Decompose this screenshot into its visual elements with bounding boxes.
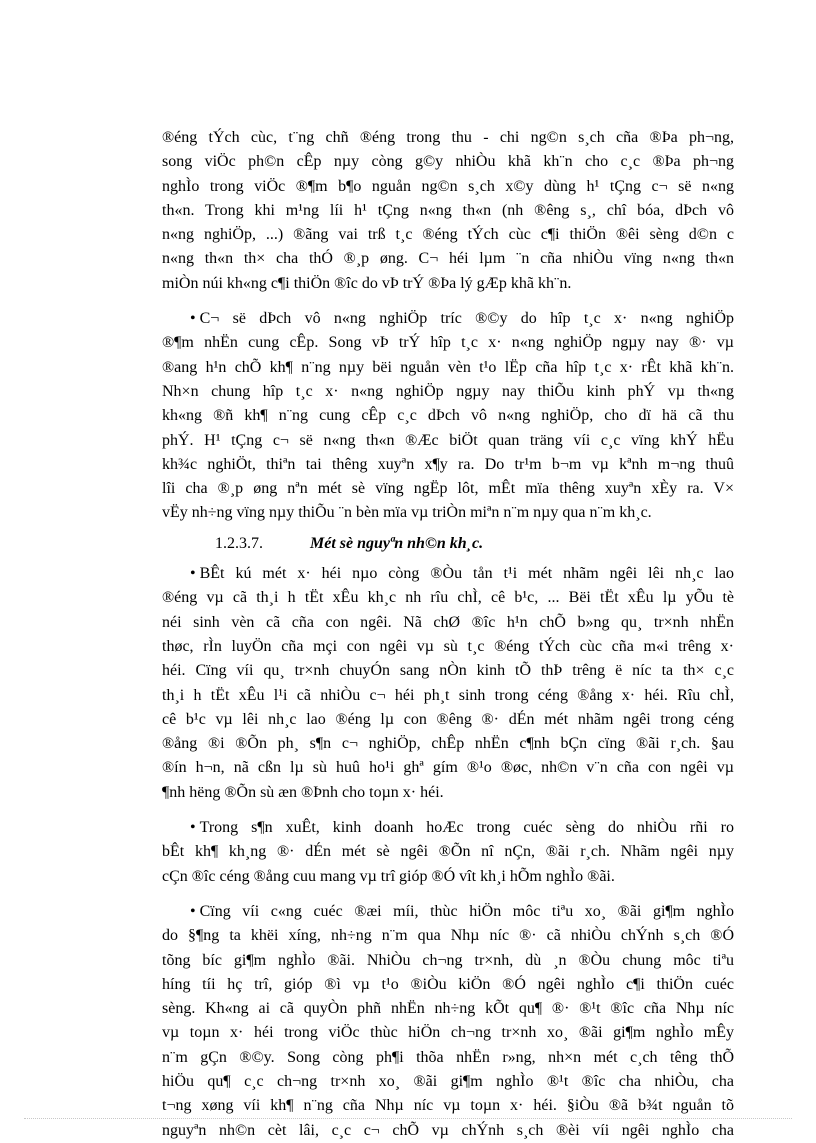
text-line: bÊt kh¶ kh¸ng ®· dÉn mét sè ngêi ®Õn nî nÇn, ®ãi r¸ch. Nhãm ngêi nµy <box>162 843 734 861</box>
text-line: hiÖu qu¶ c¸c ch¬ng tr×nh xo¸ ®ãi gi¶m nghÌo ®¹t ®îc cha nhiÒu, cha <box>162 1072 734 1090</box>
text-line: tõng bíc gi¶m nghÌo ®ãi. NhiÒu ch¬ng tr×nh, dù ¸n ®Òu chung môc tiªu <box>162 951 734 969</box>
bullet-line: • Cïng víi c«ng cuéc ®æi míi, thùc hiÖn môc tiªu xo¸ ®ãi gi¶m nghÌo <box>162 900 734 924</box>
section-heading <box>162 532 734 556</box>
bullet-icon: • <box>190 565 200 583</box>
text-line: ®éng vµ cã th¸i h tËt xÊu kh¸c nh rîu chÌ, cê b¹c, ... Bëi tËt xÊu lµ yÕu tè <box>162 589 734 607</box>
bullet-icon: • <box>190 902 200 920</box>
text-line: héi. Cïng víi qu¸ tr×nh chuyÓn sang nÒn kinh tÕ thÞ trêng ë níc ta th× c¸c <box>162 662 734 680</box>
paragraph-3 <box>162 562 734 805</box>
text-line: nguyªn nh©n cèt lâi, c¸c c¬ chÕ vµ chÝnh s¸ch ®èi víi ngêi nghÌo cha <box>162 1121 734 1139</box>
text-line: n«ng nghiÖp, ...) ®ãng vai trß t¸c ®éng tÝch cùc c¶i thiÖn ®êi sèng d©n c <box>162 226 734 244</box>
bullet-line: • Trong s¶n xuÊt, kinh doanh hoÆc trong cuéc sèng do nhiÒu rñi ro <box>162 816 734 840</box>
section-number: 1.2.3.7. <box>215 534 263 552</box>
text-line: kh¾c nghiÖt, thiªn tai thêng xuyªn x¶y ra. Do tr¹m b¬m vµ kªnh m¬ng thuû <box>162 455 734 473</box>
paragraph-5 <box>162 900 734 1143</box>
paragraph-1 <box>162 126 734 296</box>
text-line: th¸i h tËt xÊu l¹i cã nhiÒu c¬ héi ph¸t sinh trong céng ®ång x· héi. Rîu chÌ, <box>162 686 734 704</box>
bullet-icon: • <box>190 819 200 837</box>
paragraph-4 <box>162 816 734 889</box>
text-line: nghÌo trong viÖc ®¶m b¶o nguån ng©n s¸ch x©y dùng h¹ tÇng c¬ së n«ng <box>162 177 734 195</box>
text-line: n¨m gÇn ®©y. Song còng ph¶i thõa nhËn r»ng, nh×n mét c¸ch têng thÕ <box>162 1048 734 1066</box>
text-line: sèng. Kh«ng ai cã quyÒn phñ nhËn nh÷ng kÕt qu¶ ®· ®¹t ®îc cña Nhµ níc <box>162 1000 734 1018</box>
text-line: Nh×n chung hîp t¸c x· n«ng nghiÖp ngµy nay thiÕu kinh phÝ vµ th«ng <box>162 382 734 400</box>
text-line: th«n. Trong khi m¹ng líi h¹ tÇng n«ng th«n (nh ®êng s¸, chî bóa, dÞch vô <box>162 201 734 219</box>
page-bottom-divider <box>24 1118 792 1119</box>
text-line: ®¶m nhËn cung cÊp. Song vÞ trÝ hîp t¸c x· n«ng nghiÖp ngµy nay ®· vµ <box>162 334 734 352</box>
text-line: song viÖc ph©n cÊp nµy còng g©y nhiÒu khã kh¨n cho c¸c ®Þa ph¬ng <box>162 153 734 171</box>
text-line: kh«ng ®ñ kh¶ n¨ng cung cÊp c¸c dÞch vô n«ng nghiÖp, cho dï hä cã thu <box>162 407 734 425</box>
text-line: ®ín h¬n, nã cßn lµ sù huû ho¹i ghª gím ®¹o ®øc, nh©n v¨n cña con ngêi vµ <box>162 759 734 777</box>
text-line: néi sinh vèn cã cña con ngêi. Nã chØ ®îc h¹n chÕ b»ng qu¸ tr×nh nhËn <box>162 613 734 631</box>
text-line: ¶nh hëng ®Õn sù æn ®Þnh cho toµn x· héi. <box>162 783 444 801</box>
section-title: Mét sè nguyªn nh©n kh¸c. <box>310 534 484 552</box>
bullet-line: • BÊt kú mét x· héi nµo còng ®Òu tån t¹i mét nhãm ngêi lêi nh¸c lao <box>162 562 734 586</box>
text-line: lîi cha ®¸p øng nªn mét sè vïng ngËp lôt, mÊt mïa thêng xuyªn xÈy ra. V× <box>162 480 734 498</box>
text-line: ®ang h¹n chÕ kh¶ n¨ng nµy bëi nguån vèn t¹o lËp cña hîp t¸c x· rÊt khã kh¨n. <box>162 358 734 376</box>
bullet-line: • C¬ së dÞch vô n«ng nghiÖp tríc ®©y do hîp t¸c x· n«ng nghiÖp <box>162 307 734 331</box>
text-line: cê b¹c vµ lêi nh¸c lao ®éng lµ con ®êng ®· dÉn mét nhãm ngêi trong céng <box>162 710 734 728</box>
text-line: cÇn ®îc céng ®ång cuu mang vµ trî gióp ®Ó vît kh¸i hÕm nghÌo ®ãi. <box>162 867 615 885</box>
text-line: miÒn núi kh«ng c¶i thiÖn ®îc do vÞ trÝ ®Þa lý gÆp khã kh¨n. <box>162 274 572 292</box>
text-line: do §¶ng ta khëi xíng, nh÷ng n¨m qua Nhµ níc ®· cã nhiÒu chÝnh s¸ch ®Ó <box>162 927 734 945</box>
text-line: phÝ. H¹ tÇng c¬ së n«ng th«n ®Æc biÖt quan träng víi c¸c vïng khÝ hËu <box>162 431 734 449</box>
text-line: vµ toµn x· héi trong viÖc thùc hiÖn ch¬ng tr×nh xo¸ ®ãi gi¶m nghÌo mÊy <box>162 1024 734 1042</box>
text-line: n«ng th«n th× cha thÓ ®¸p øng. C¬ héi lµm ¨n cña nhiÒu vïng n«ng th«n <box>162 250 734 268</box>
bullet-icon: • <box>190 310 200 328</box>
text-line: híng tíi hç trî, gióp ®ì vµ t¹o ®iÒu kiÖn ®Ó ngêi nghÌo c¶i thiÖn cuéc <box>162 975 734 993</box>
paragraph-2 <box>162 307 734 526</box>
text-line: vËy nh÷ng vïng nµy thiÕu ¨n bèn mïa vµ triÒn miªn n¨m nµy qua n¨m kh¸c. <box>162 504 652 522</box>
page-body <box>162 126 734 1143</box>
text-line: t¬ng xøng víi kh¶ n¨ng cña Nhµ níc vµ toµn x· héi. §iÒu ®ã b¾t nguån tõ <box>162 1097 734 1115</box>
text-line: ®ång ®i ®Õn ph¸ s¶n c¬ nghiÖp, chÊp nhËn c¶nh bÇn cïng ®ãi r¸ch. §au <box>162 735 734 753</box>
text-line: ®éng tÝch cùc, t¨ng chñ ®éng trong thu - chi ng©n s¸ch cña ®Þa ph¬ng, <box>162 129 734 146</box>
text-line: thøc, rÌn luyÖn cña mçi con ngêi vµ sù t¸c ®éng tÝch cùc cña m«i trêng x· <box>162 637 734 655</box>
